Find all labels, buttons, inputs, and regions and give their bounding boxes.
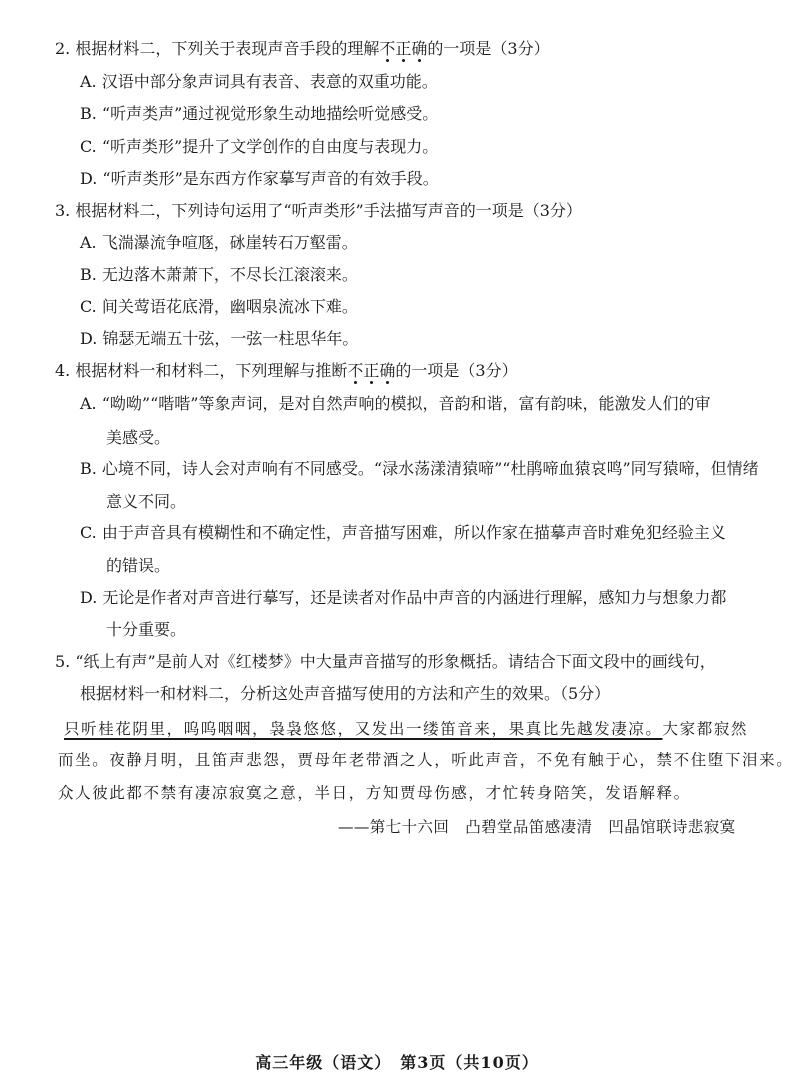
q3-option-a: A. 飞湍瀑流争喧豗，砯崖转石万壑雷。 [80,233,358,252]
q2-option-b: B. “听声类声”通过视觉形象生动地描绘听觉感受。 [80,104,439,123]
passage-source: ——第七十六回 凸碧堂品笛感凄清 凹晶馆联诗悲寂寞 [338,818,736,836]
q4-option-c-line1: C. 由于声音具有模糊性和不确定性，声音描写困难，所以作家在描摹声音时难免犯经验主义 [80,523,726,542]
q3-option-b: B. 无边落木萧萧下，不尽长江滚滚来。 [80,265,358,284]
q2-option-a: A. 汉语中部分象声词具有表音、表意的双重功能。 [80,72,438,91]
q4-option-a-line1: A. “呦呦”“喈喈”等象声词，是对自然声响的模拟，音韵和谐，富有韵味，能激发人们的审 [80,394,711,413]
q4-option-c-line2: 的错误。 [106,556,171,575]
q4-option-d-line2: 十分重要。 [106,620,187,639]
q4-option-b-line2: 意义不同。 [106,492,187,511]
q2-stem: 2. 根据材料二，下列关于表现声音手段的理解不正确的一项是（3分） [55,39,550,58]
underlined-sentence: 只听桂花阴里，呜呜咽咽，袅袅悠悠，又发出一缕笛音来，果真比先越发凄凉。 [64,720,663,738]
q5-stem-line2: 根据材料一和材料二，分析这处声音描写使用的方法和产生的效果。（5分） [80,684,611,703]
q3-stem: 3. 根据材料二，下列诗句运用了“听声类形”手法描写声音的一项是（3分） [55,201,582,220]
q2-option-c: C. “听声类形”提升了文学创作的自由度与表现力。 [80,137,439,156]
passage-line1: 只听桂花阴里，呜呜咽咽，袅袅悠悠，又发出一缕笛音来，果真比先越发凄凉。大家都寂然 [64,720,749,738]
q4-stem: 4. 根据材料一和材料二，下列理解与推断不正确的一项是（3分） [55,361,518,380]
q5-stem-line1: 5. “纸上有声”是前人对《红楼梦》中大量声音描写的形象概括。请结合下面文段中的画线句， [55,652,716,671]
q4-option-d-line1: D. 无论是作者对声音进行摹写，还是读者对作品中声音的内涵进行理解，感知力与想象力都 [80,588,727,607]
q4-option-b-line1: B. 心境不同，诗人会对声响有不同感受。“渌水荡漾清猿啼”“杜鹃啼血猿哀鸣”同写猿啼，但情绪 [80,459,759,478]
q4-option-a-line2: 美感受。 [106,428,171,447]
q3-option-c: C. 间关莺语花底滑，幽咽泉流冰下难。 [80,297,358,316]
q3-option-d: D. 锦瑟无端五十弦，一弦一柱思华年。 [80,329,359,348]
passage-line3: 众人彼此都不禁有凄凉寂寞之意，半日，方知贾母伤感，才忙转身陪笑，发语解释。 [58,784,691,802]
passage-line2: 而坐。夜静月明，且笛声悲怨，贾母年老带酒之人，听此声音，不免有触于心，禁不住堕下泪来。 [58,751,794,769]
page-footer: 高三年级（语文） 第3页（共10页） [255,1053,539,1072]
q2-option-d: D. “听声类形”是东西方作家摹写声音的有效手段。 [80,169,439,188]
